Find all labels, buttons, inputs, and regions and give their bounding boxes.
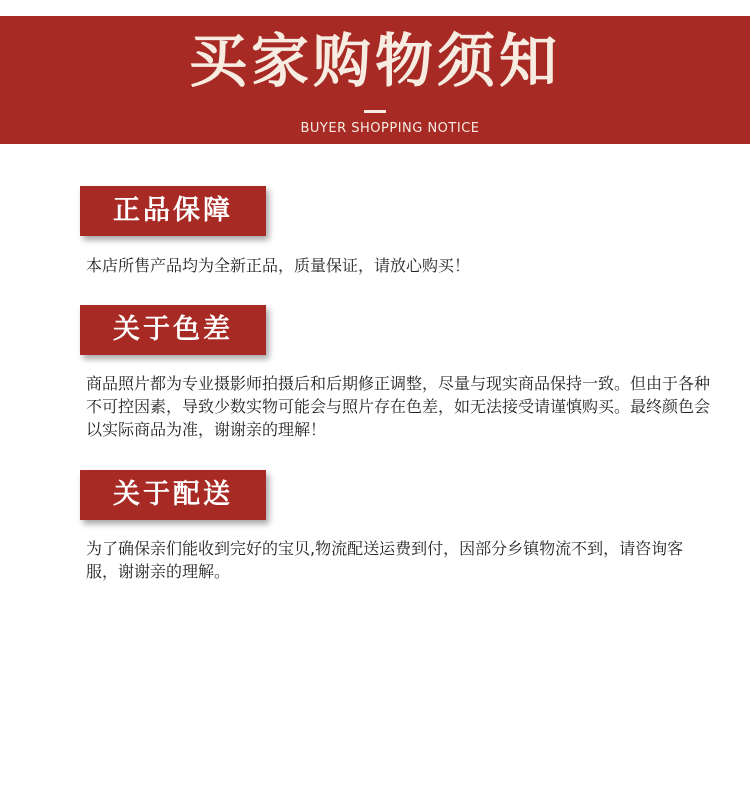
title-divider (364, 110, 386, 113)
section-heading-delivery: 关于配送 (80, 470, 266, 520)
page-title: 买家购物须知 (188, 27, 561, 95)
section-heading-authentic: 正品保障 (80, 186, 266, 236)
section-body-authentic: 本店所售产品均为全新正品，质量保证，请放心购买！ (86, 256, 471, 275)
section-heading-color-difference: 关于色差 (80, 305, 266, 355)
section-body-delivery: 为了确保亲们能收到完好的宝贝,物流配送运费到付，因部分乡镇物流不到，请咨询客服，谢谢亲的理解。 (86, 539, 684, 581)
top-white-strip (0, 0, 750, 16)
section-body-color-difference: 商品照片都为专业摄影师拍摄后和后期修正调整，尽量与现实商品保持一致。但由于各种不可控因素，导致少数实物可能会与照片存在色差，如无法接受请谨慎购买。最终颜色会以实际商品为准，谢谢亲的理解！ (86, 374, 711, 439)
page-subtitle: BUYER SHOPPING NOTICE (300, 121, 480, 136)
